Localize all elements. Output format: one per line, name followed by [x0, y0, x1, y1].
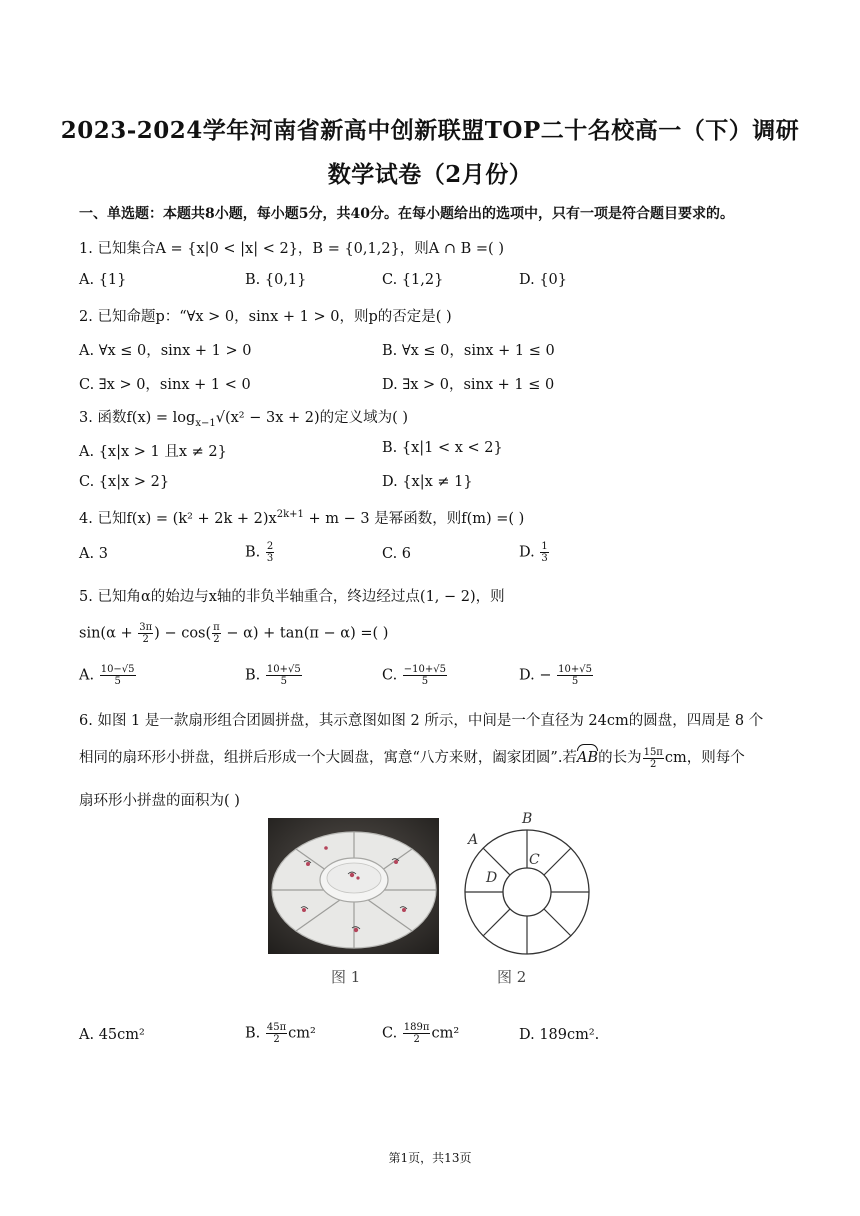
q4-stem-rest: + m − 3 是幂函数，则f(m) =( ) — [303, 511, 525, 527]
q6-option-a: A. 45cm² — [79, 1027, 145, 1043]
q3-stem-sub: x−1 — [195, 417, 216, 429]
title-line-2: 数学试卷（2月份） — [327, 161, 533, 188]
q4-option-b-prefix: B. — [245, 544, 265, 561]
fraction-numerator: 10+√5 — [266, 664, 301, 675]
section-heading: 一、单选题：本题共8小题，每小题5分，共40分。在每小题给出的选项中，只有一项是符合题目要求的。 — [79, 206, 734, 222]
figure-1-caption: 图 1 — [331, 968, 361, 986]
fraction-numerator: 3π — [139, 622, 153, 633]
q4-stem-sup: 2k+1 — [276, 509, 304, 521]
q6-line2-part-b: 的长为 — [598, 750, 642, 766]
q5-option-a — [79, 664, 137, 687]
q3-option-a: A. {x|x > 1 且x ≠ 2} — [79, 444, 227, 460]
fraction-numerator: −10+√5 — [403, 664, 447, 675]
fraction-numerator: 2 — [266, 541, 274, 552]
q6-fraction — [643, 747, 664, 770]
q6-option-b — [245, 1022, 316, 1045]
q2-option-d: D. ∃x > 0，sinx + 1 ≤ 0 — [382, 377, 555, 393]
q4-stem-text: 4. 已知f(x) = (k² + 2k + 2)x — [79, 511, 277, 527]
arc-ab — [577, 750, 598, 766]
q3-stem-text: 3. 函数f(x) = log — [79, 410, 196, 426]
option-fraction — [266, 1022, 287, 1045]
label-d: D — [486, 870, 498, 886]
fraction-denominator: 2 — [142, 634, 149, 645]
arc-label: AB — [576, 750, 599, 766]
q2-option-b: B. ∀x ≤ 0，sinx + 1 ≤ 0 — [382, 343, 555, 359]
q6-option-c — [382, 1022, 459, 1045]
q4-option-a: A. 3 — [79, 546, 108, 562]
option-fraction — [403, 664, 447, 687]
fraction-numerator: 1 — [541, 541, 548, 552]
fraction-numerator: 10+√5 — [558, 664, 592, 675]
q1-stem: 1. 已知集合A = {x|0 < |x| < 2}，B = {0,1,2}，则A ∩ B =( ) — [79, 241, 504, 257]
fraction-denominator: 5 — [114, 676, 121, 687]
q1-option-c: C. {1,2} — [382, 272, 444, 288]
q2-option-a: A. ∀x ≤ 0，sinx + 1 > 0 — [79, 343, 252, 359]
q5-option-b — [245, 664, 303, 687]
fraction-denominator: 5 — [571, 676, 579, 687]
fraction-numerator: 15π — [643, 746, 663, 758]
option-prefix: D. − — [519, 667, 557, 684]
figure-2-diagram — [458, 808, 598, 958]
q4-option-d-prefix: D. — [519, 544, 540, 561]
q5-expr-fraction-1 — [138, 622, 153, 645]
q4-option-c: C. 6 — [382, 546, 412, 562]
q2-stem: 2. 已知命题p：“∀x > 0，sinx + 1 > 0，则p的否定是( ) — [79, 309, 452, 325]
q6-option-d: D. 189cm². — [519, 1027, 600, 1043]
platter-photo-image — [268, 818, 439, 954]
fraction-denominator: 3 — [266, 553, 274, 564]
q5-expr-part-a: sin(α + — [79, 625, 138, 642]
fraction-numerator: 10−√5 — [100, 664, 135, 675]
label-a: A — [468, 832, 479, 848]
q5-option-c — [382, 664, 448, 687]
q1-option-d: D. {0} — [519, 272, 568, 288]
option-unit: cm² — [431, 1025, 460, 1042]
option-prefix: B. — [245, 667, 265, 684]
q3-option-c: C. {x|x > 2} — [79, 474, 170, 490]
fraction-denominator: 3 — [541, 553, 548, 564]
q1-option-b: B. {0,1} — [245, 272, 307, 288]
sector-diagram — [458, 808, 598, 958]
q4-option-d-fraction — [540, 541, 548, 564]
option-prefix: A. — [79, 667, 99, 684]
q3-stem-rest: √(x² − 3x + 2)的定义域为( ) — [215, 410, 409, 426]
arc-symbol — [577, 744, 598, 751]
fraction-denominator: 2 — [273, 1034, 280, 1045]
fraction-numerator: 45π — [266, 1022, 287, 1033]
q2-option-c: C. ∃x > 0，sinx + 1 < 0 — [79, 377, 251, 393]
q5-option-d — [519, 664, 594, 687]
q3-stem — [79, 406, 408, 429]
fraction-denominator: 2 — [213, 634, 220, 645]
fraction-denominator: 5 — [421, 676, 429, 687]
figure-1-photo — [268, 818, 439, 954]
q6-line2-part-a: 相同的扇环形小拼盘，组拼后形成一个大圆盘，寓意“八方来财，阖家团圆”.若 — [79, 750, 577, 766]
fraction-denominator: 5 — [280, 676, 287, 687]
q5-expression — [79, 622, 388, 645]
q4-stem — [79, 507, 524, 528]
fraction-denominator: 2 — [650, 758, 657, 770]
q4-option-b-fraction — [266, 541, 274, 564]
option-prefix: C. — [382, 1025, 402, 1042]
option-prefix: B. — [245, 1025, 265, 1042]
option-unit: cm² — [288, 1025, 316, 1042]
title-line-1: 2023-2024学年河南省新高中创新联盟TOP二十名校高一（下）调研 — [60, 117, 800, 144]
q5-expr-part-c: − α) + tan(π − α) =( ) — [221, 625, 389, 642]
option-fraction — [557, 664, 593, 687]
fraction-numerator: π — [213, 622, 220, 633]
q6-line-2 — [79, 746, 745, 770]
q6-line-3: 扇环形小拼盘的面积为( ) — [79, 793, 240, 809]
q4-option-d — [519, 541, 550, 564]
label-c: C — [529, 852, 540, 868]
q5-expr-fraction-2 — [212, 622, 221, 645]
q4-option-b — [245, 541, 275, 564]
option-fraction — [100, 664, 136, 687]
fraction-numerator: 189π — [403, 1022, 430, 1033]
q6-line-1: 6. 如图 1 是一款扇形组合团圆拼盘，其示意图如图 2 所示，中间是一个直径为 24cm的圆盘，四周是 8 个 — [79, 713, 764, 729]
option-fraction — [266, 664, 302, 687]
q5-expr-part-b: ) − cos( — [154, 625, 212, 642]
q6-line2-part-c: cm，则每个 — [664, 750, 745, 766]
option-prefix: C. — [382, 667, 402, 684]
q5-stem: 5. 已知角α的始边与x轴的非负半轴重合，终边经过点(1, − 2)，则 — [79, 589, 505, 605]
q1-option-a: A. {1} — [79, 272, 127, 288]
page-footer: 第1页，共13页 — [388, 1151, 472, 1165]
label-b: B — [522, 811, 533, 827]
q3-option-b: B. {x|1 < x < 2} — [382, 440, 503, 456]
q3-option-d: D. {x|x ≠ 1} — [382, 474, 473, 490]
option-fraction — [403, 1022, 431, 1045]
figure-2-caption: 图 2 — [497, 968, 527, 986]
fraction-denominator: 2 — [413, 1034, 420, 1045]
